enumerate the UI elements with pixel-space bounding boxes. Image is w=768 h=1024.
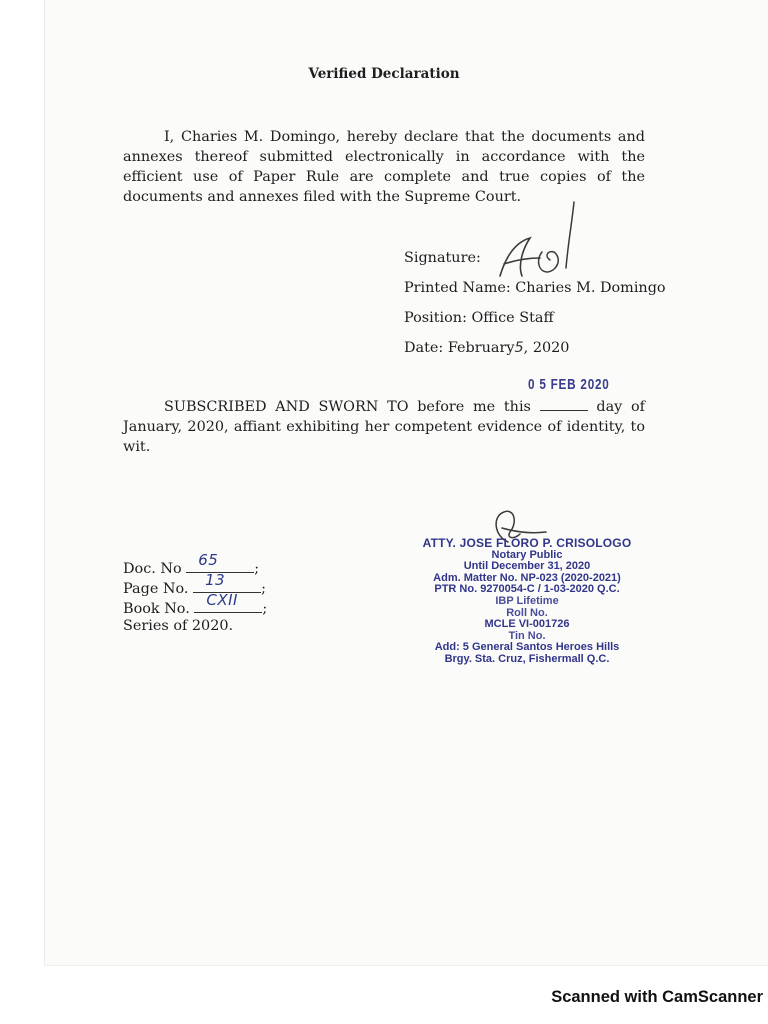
day-blank: [540, 397, 588, 411]
book-no-blank: [194, 591, 262, 613]
book-no-separator: ;: [262, 601, 268, 617]
document-title: Verified Declaration: [308, 66, 460, 82]
declaration-paragraph: I, Charies M. Domingo, hereby declare that the documents and annexes thereof submitted electronically in accordance with the efficient use of Paper Rule are complete and true copies of the documents and annexes filed with the Supreme Court.: [123, 129, 645, 205]
page-no-label: Page No.: [123, 581, 189, 597]
date-year: , 2020: [523, 340, 570, 356]
book-no-label: Book No.: [123, 601, 190, 617]
date-day-handwritten: 5: [514, 340, 524, 356]
notary-stamp-line: Brgy. Sta. Cruz, Fishermall Q.C.: [444, 652, 610, 665]
notary-stamp-line: Roll No.: [506, 606, 548, 619]
notary-stamp-line: Add: 5 General Santos Heroes Hills: [434, 641, 620, 654]
handwritten-signature-icon: [492, 198, 587, 288]
series-line: Series of 2020.: [123, 618, 234, 634]
date-label: Date:: [404, 340, 444, 356]
notary-stamp-line: IBP Lifetime: [495, 594, 559, 607]
notary-stamp: [416, 538, 638, 666]
notary-stamp-line: Until December 31, 2020: [463, 560, 591, 573]
printed-name-value: Charies M. Domingo: [515, 280, 666, 296]
date-line: [404, 338, 569, 358]
position-value: Office Staff: [471, 310, 554, 326]
jurat-text-start: SUBSCRIBED AND SWORN TO before me this: [164, 399, 531, 415]
printed-name-line: [404, 278, 666, 298]
signature-line: [404, 248, 481, 268]
page-no-separator: ;: [261, 581, 266, 597]
page-no-value: 13: [205, 571, 226, 589]
date-month: February: [447, 340, 515, 356]
signature-label: Signature:: [404, 250, 481, 266]
received-date-stamp: 0 5 FEB 2020: [528, 376, 610, 393]
notary-stamp-line: PTR No. 9270054-C / 1-03-2020 Q.C.: [434, 583, 620, 596]
camscanner-watermark: Scanned with CamScanner: [551, 988, 763, 1006]
position-label: Position:: [404, 310, 467, 326]
printed-name-label: Printed Name:: [404, 280, 511, 296]
notary-stamp-line: Adm. Matter No. NP-023 (2020-2021): [433, 571, 621, 584]
doc-no-value: 65: [198, 551, 219, 569]
jurat-text-end: day of January, 2020, affiant exhibiting her competent evidence of identity, to wit.: [123, 399, 645, 455]
notary-stamp-line: ATTY. JOSE FLORO P. CRISOLOGO: [422, 536, 632, 550]
jurat-paragraph: [123, 397, 645, 457]
doc-no-label: Doc. No: [123, 561, 182, 577]
notary-stamp-line: MCLE VI-001726: [484, 618, 570, 631]
notary-stamp-line: Notary Public: [491, 548, 563, 561]
book-no-value: CXII: [206, 591, 238, 609]
position-line: [404, 308, 554, 328]
notary-stamp-line: Tin No.: [508, 629, 546, 642]
doc-no-separator: ;: [254, 561, 260, 577]
